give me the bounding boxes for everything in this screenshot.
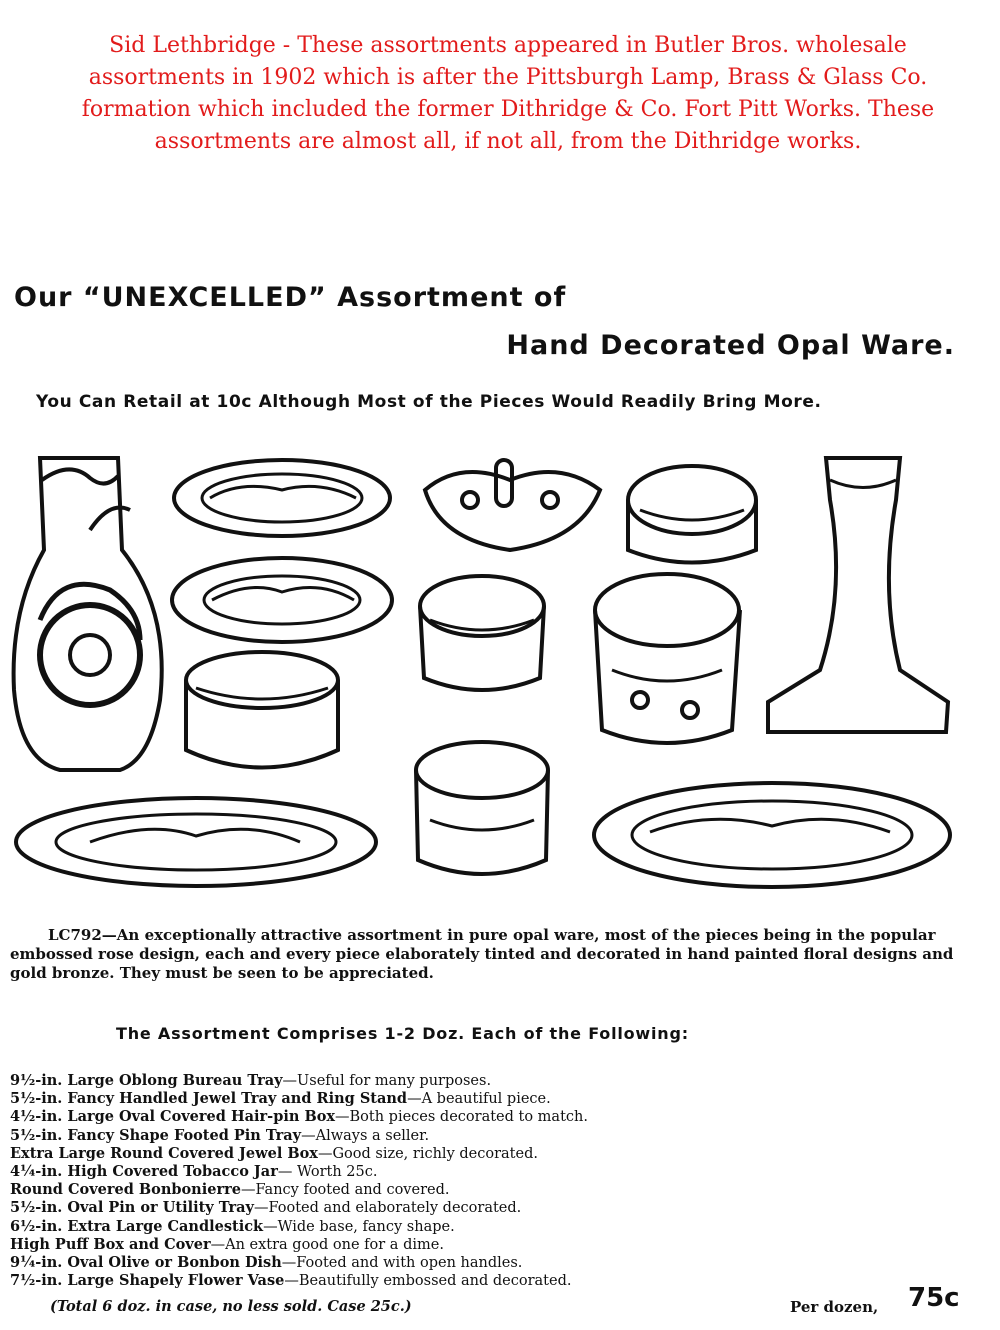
item-name: 9½-in. Large Oblong Bureau Tray (10, 1072, 283, 1089)
item-detail: —Always a seller. (301, 1127, 430, 1144)
per-dozen-label: Per dozen, (790, 1298, 879, 1316)
item-detail: —Useful for many purposes. (282, 1073, 492, 1089)
jewel-tray-ring-stand-illustration (425, 460, 600, 550)
assortment-item-list (10, 1072, 810, 1290)
item-name: 9¼-in. Oval Olive or Bonbon Dish (10, 1254, 282, 1272)
list-item (10, 1108, 810, 1126)
opal-ware-illustration (0, 440, 1000, 900)
list-item (10, 1199, 810, 1217)
case-total-note: (Total 6 doz. in case, no less sold. Case 25c.) (50, 1298, 412, 1315)
ad-title-line2: Hand Decorated Opal Ware. (506, 330, 955, 361)
item-detail: —Both pieces decorated to match. (335, 1109, 588, 1126)
item-detail: —Footed and with open handles. (281, 1255, 523, 1272)
list-item (10, 1236, 810, 1254)
editor-note: Sid Lethbridge - These assortments appeared in Butler Bros. wholesale assortments in 1902 which is after the Pittsburgh Lamp, Brass & Glass Co. formation which included the former Dithridge & Co. Fort Pitt Works. These assortments are almost all, if not all, from the Dithridge works. (81, 33, 935, 154)
assortment-description: LC792—An exceptionally attractive assortment in pure opal ware, most of the pieces being in the popular embossed rose design, each and every piece elaborately tinted and decorated in hand painted floral designs and gold bronze. They must be seen to be appreciated. (10, 926, 954, 982)
list-item (10, 1090, 810, 1108)
item-detail: —Fancy footed and covered. (240, 1182, 450, 1199)
oval-olive-dish-illustration (16, 798, 376, 886)
item-name: Round Covered Bonbonierre (10, 1181, 241, 1199)
item-detail: —Wide base, fancy shape. (263, 1218, 455, 1235)
list-item (10, 1127, 810, 1145)
item-name: 6½-in. Extra Large Candlestick (10, 1217, 264, 1235)
oblong-bureau-tray-illustration (174, 460, 390, 536)
item-name: 7½-in. Large Shapely Flower Vase (10, 1272, 285, 1290)
puff-box-illustration (416, 742, 548, 874)
round-jewel-box-illustration (628, 466, 756, 563)
item-name: 4½-in. Large Oval Covered Hair-pin Box (10, 1108, 336, 1126)
item-name: 5½-in. Fancy Handled Jewel Tray and Ring Stand (10, 1090, 408, 1108)
hairpin-box-illustration (186, 652, 338, 768)
tobacco-jar-illustration (595, 574, 740, 743)
oval-pin-tray-illustration (172, 558, 392, 642)
list-item (10, 1072, 810, 1090)
item-detail: —Footed and elaborately decorated. (253, 1200, 522, 1217)
list-item (10, 1272, 810, 1290)
item-name: High Puff Box and Cover (10, 1235, 211, 1253)
item-detail: —Beautifully embossed and decorated. (284, 1273, 572, 1290)
list-item (10, 1145, 810, 1163)
list-item (10, 1163, 810, 1181)
list-item (10, 1254, 810, 1272)
vase-illustration (14, 458, 162, 770)
item-detail: —Good size, richly decorated. (317, 1145, 538, 1162)
ad-title-line1: Our “UNEXCELLED” Assortment of (14, 282, 567, 313)
item-name: Extra Large Round Covered Jewel Box (10, 1144, 318, 1162)
bonbonierre-illustration (420, 576, 544, 690)
item-name: 5½-in. Fancy Shape Footed Pin Tray (10, 1126, 302, 1144)
list-item (10, 1218, 810, 1236)
comprises-heading: The Assortment Comprises 1-2 Doz. Each of the Following: (116, 1024, 689, 1043)
list-item (10, 1181, 810, 1199)
item-name: 5½-in. Oval Pin or Utility Tray (10, 1199, 254, 1217)
item-detail: —An extra good one for a dime. (210, 1236, 444, 1253)
ad-subtitle: You Can Retail at 10c Although Most of the Pieces Would Readily Bring More. (36, 392, 822, 412)
oval-tray-right-illustration (594, 783, 950, 887)
item-detail: — Worth 25c. (277, 1164, 378, 1181)
item-detail: —A beautiful piece. (407, 1091, 551, 1108)
price: 75c (908, 1283, 960, 1313)
candlestick-illustration (768, 458, 948, 732)
item-name: 4¼-in. High Covered Tobacco Jar (10, 1163, 278, 1181)
